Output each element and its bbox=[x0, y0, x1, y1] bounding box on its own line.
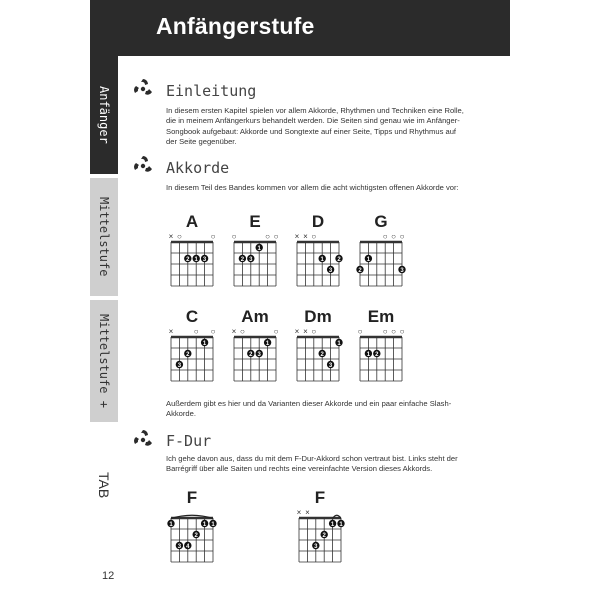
finger-dot bbox=[319, 255, 326, 263]
open-string-mark: ○ bbox=[273, 327, 279, 336]
open-string-mark: ○ bbox=[311, 327, 317, 336]
finger-dot bbox=[176, 361, 183, 369]
finger-dot bbox=[398, 266, 405, 274]
tab-label: Mittelstufe + bbox=[97, 314, 111, 408]
tab-label: Mittelstufe bbox=[97, 197, 111, 277]
finger-dot bbox=[321, 531, 328, 539]
open-string-mark: ○ bbox=[193, 327, 199, 336]
finger-dot bbox=[264, 339, 271, 347]
finger-dot bbox=[329, 520, 336, 528]
muted-string-mark: × bbox=[303, 232, 308, 241]
svg-text:2: 2 bbox=[358, 267, 362, 274]
finger-dot bbox=[327, 266, 334, 274]
svg-text:4: 4 bbox=[186, 543, 190, 550]
chord-grid bbox=[296, 508, 344, 586]
tab-anfaenger[interactable] bbox=[90, 56, 118, 174]
svg-text:1: 1 bbox=[211, 521, 215, 528]
open-string-mark: ○ bbox=[265, 232, 271, 241]
svg-text:1: 1 bbox=[169, 521, 173, 528]
finger-dot bbox=[373, 350, 380, 358]
finger-dot bbox=[335, 255, 342, 263]
finger-dot bbox=[356, 266, 363, 274]
finger-dot bbox=[312, 542, 319, 550]
open-string-mark: ○ bbox=[239, 327, 245, 336]
svg-text:1: 1 bbox=[366, 351, 371, 358]
chord-grid bbox=[168, 508, 216, 586]
finger-dot bbox=[201, 339, 208, 347]
svg-text:3: 3 bbox=[202, 256, 207, 263]
section-text-einleitung: In diesem ersten Kapitel spielen vor allem Akkorde, Rhythmen und Techniken eine Rolle, die in meinem Anfängerkurs behandelt werden. Die Seiten sind genau wie im Anfänger-Songbook aufgebaut: Akkorde und Songtexte auf einer Seite, Tipps und Rhythmus auf der Seite gegenüber. bbox=[166, 106, 464, 146]
open-string-mark: ○ bbox=[399, 232, 405, 241]
finger-dot bbox=[167, 520, 174, 528]
open-string-mark: ○ bbox=[382, 232, 388, 241]
triskele-icon bbox=[130, 76, 156, 102]
svg-text:2: 2 bbox=[194, 532, 198, 539]
open-string-mark: ○ bbox=[391, 327, 397, 336]
section-title-akkorde: Akkorde bbox=[166, 159, 230, 177]
svg-text:2: 2 bbox=[322, 532, 326, 539]
tab-tab[interactable] bbox=[90, 450, 118, 520]
svg-text:1: 1 bbox=[330, 521, 335, 528]
finger-dot bbox=[209, 520, 216, 528]
chord-name: A bbox=[185, 212, 199, 231]
svg-text:1: 1 bbox=[339, 521, 343, 528]
finger-dot bbox=[247, 255, 254, 263]
finger-dot bbox=[176, 542, 183, 550]
tab-label: TAB bbox=[96, 471, 112, 499]
chord-name: Dm bbox=[304, 307, 332, 326]
muted-string-mark: × bbox=[296, 508, 302, 517]
svg-text:2: 2 bbox=[249, 351, 253, 358]
chord-name: C bbox=[185, 307, 199, 326]
svg-text:3: 3 bbox=[249, 256, 253, 263]
muted-string-mark: × bbox=[294, 232, 300, 241]
muted-string-mark: × bbox=[168, 232, 174, 241]
chapter-title: Anfängerstufe bbox=[156, 13, 315, 39]
finger-dot bbox=[193, 531, 200, 539]
svg-text:1: 1 bbox=[194, 256, 198, 263]
svg-text:3: 3 bbox=[177, 543, 182, 550]
svg-text:1: 1 bbox=[257, 245, 261, 252]
finger-dot bbox=[327, 361, 334, 369]
open-string-mark: ○ bbox=[391, 232, 397, 241]
muted-string-mark: × bbox=[231, 327, 237, 336]
chord-name: E bbox=[249, 212, 261, 231]
section-text-f-dur: Ich gehe davon aus, dass du mit dem F-Dur-Akkord schon vertraut bist. Links steht der Barrégriff über alle Saiten und rechts eine vereinfachte Version dieses Akkords. bbox=[166, 454, 458, 474]
chord-grid bbox=[168, 232, 216, 310]
svg-text:1: 1 bbox=[202, 521, 207, 528]
finger-dot bbox=[239, 255, 246, 263]
open-string-mark: ○ bbox=[382, 327, 388, 336]
section-title-f-dur: F-Dur bbox=[166, 432, 212, 450]
chord-name: Em bbox=[367, 307, 395, 326]
page-number: 12 bbox=[102, 570, 115, 582]
svg-text:2: 2 bbox=[186, 351, 190, 358]
chord-name: D bbox=[311, 212, 325, 231]
chord-grid bbox=[294, 232, 342, 310]
finger-dot bbox=[365, 350, 372, 358]
finger-dot bbox=[256, 244, 263, 252]
svg-text:2: 2 bbox=[337, 256, 341, 263]
chord-name: F bbox=[314, 488, 326, 507]
chord-grid bbox=[357, 327, 405, 405]
tab-label: Anfänger bbox=[97, 86, 111, 144]
finger-dot bbox=[201, 255, 208, 263]
finger-dot bbox=[335, 339, 342, 347]
open-string-mark: ○ bbox=[399, 327, 405, 336]
tab-mittelstufe[interactable] bbox=[90, 178, 118, 296]
finger-dot bbox=[256, 350, 263, 358]
svg-text:1: 1 bbox=[320, 256, 324, 263]
muted-string-mark: × bbox=[303, 327, 308, 336]
svg-text:3: 3 bbox=[257, 351, 261, 358]
section-text-akkorde: In diesem Teil des Bandes kommen vor allem die acht wichtigsten offenen Akkorde vor: bbox=[166, 183, 459, 192]
section-title-einleitung: Einleitung bbox=[166, 82, 257, 100]
open-string-mark: ○ bbox=[273, 232, 279, 241]
svg-text:3: 3 bbox=[177, 362, 182, 369]
finger-dot bbox=[319, 350, 326, 358]
triskele-icon bbox=[130, 427, 156, 453]
muted-string-mark: × bbox=[305, 508, 310, 517]
finger-dot bbox=[337, 520, 344, 528]
chapter-header bbox=[90, 0, 510, 56]
svg-text:3: 3 bbox=[328, 362, 333, 369]
svg-text:1: 1 bbox=[366, 256, 371, 263]
chord-name: Am bbox=[241, 307, 269, 326]
chord-name: F bbox=[186, 488, 198, 507]
tab-mittelstufe-plus[interactable] bbox=[90, 300, 118, 422]
triskele-icon bbox=[130, 153, 156, 179]
chord-grid bbox=[231, 232, 279, 310]
svg-text:2: 2 bbox=[375, 351, 379, 358]
finger-dot bbox=[365, 255, 372, 263]
finger-dot bbox=[201, 520, 208, 528]
svg-text:2: 2 bbox=[186, 256, 190, 263]
finger-dot bbox=[184, 255, 191, 263]
finger-dot bbox=[184, 350, 191, 358]
after-chords-text: Außerdem gibt es hier und da Varianten dieser Akkorde und ein paar einfache Slash-Akkorde. bbox=[166, 399, 452, 419]
chord-grid bbox=[357, 232, 405, 310]
muted-string-mark: × bbox=[294, 327, 300, 336]
open-string-mark: ○ bbox=[176, 232, 182, 241]
chord-grid bbox=[231, 327, 279, 405]
finger-dot bbox=[184, 542, 191, 550]
svg-text:1: 1 bbox=[202, 340, 207, 347]
open-string-mark: ○ bbox=[210, 232, 216, 241]
svg-text:3: 3 bbox=[328, 267, 333, 274]
svg-text:3: 3 bbox=[400, 267, 404, 274]
chord-grid bbox=[294, 327, 342, 405]
finger-dot bbox=[193, 255, 200, 263]
svg-text:3: 3 bbox=[314, 543, 318, 550]
open-string-mark: ○ bbox=[210, 327, 216, 336]
open-string-mark: ○ bbox=[311, 232, 317, 241]
svg-text:1: 1 bbox=[265, 340, 270, 347]
chord-grid bbox=[168, 327, 216, 405]
open-string-mark: ○ bbox=[231, 232, 237, 241]
finger-dot bbox=[247, 350, 254, 358]
chord-name: G bbox=[374, 212, 388, 231]
muted-string-mark: × bbox=[168, 327, 174, 336]
svg-text:1: 1 bbox=[337, 340, 341, 347]
open-string-mark: ○ bbox=[357, 327, 363, 336]
svg-text:2: 2 bbox=[320, 351, 324, 358]
svg-text:2: 2 bbox=[240, 256, 245, 263]
